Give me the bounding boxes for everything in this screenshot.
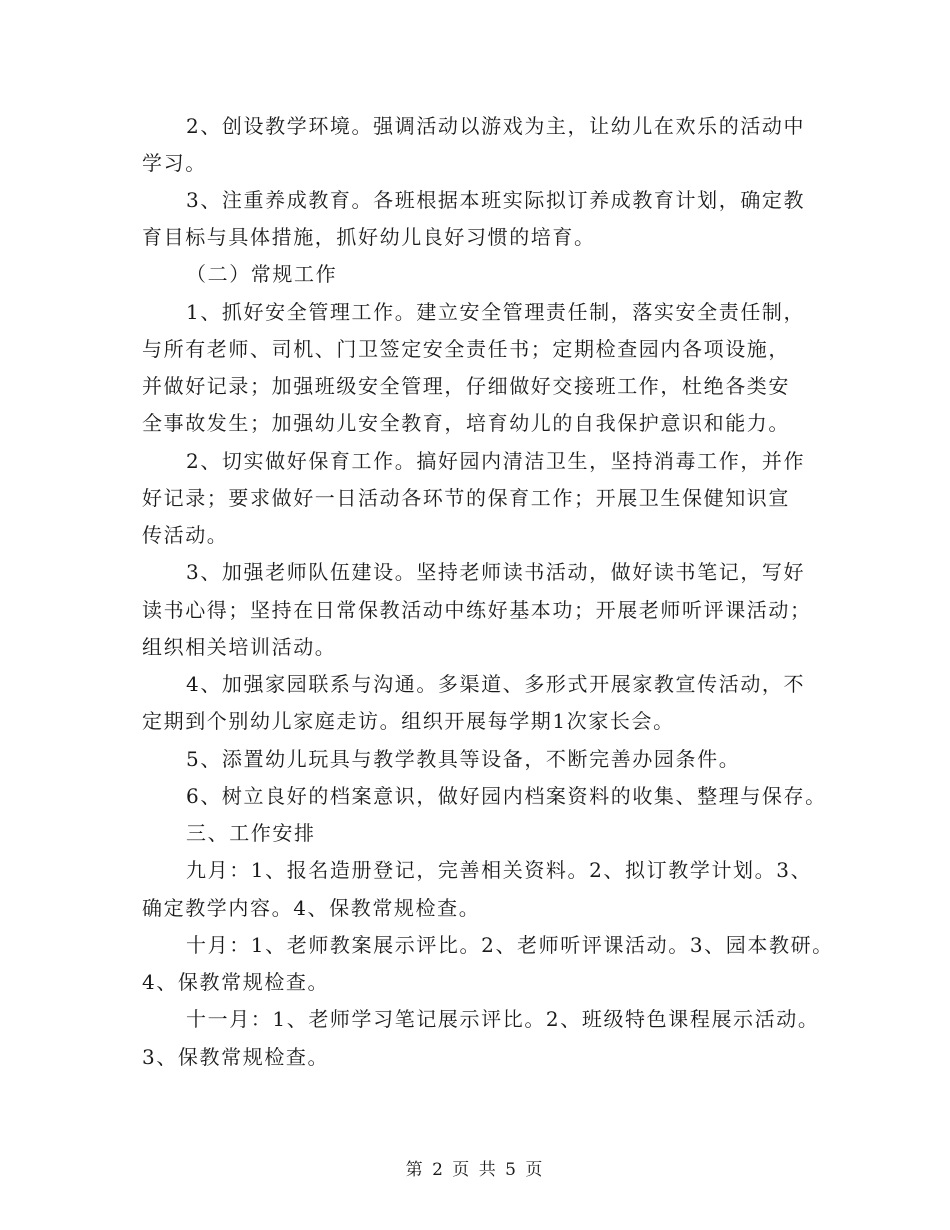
- paragraph-line: 学习。: [142, 151, 207, 175]
- paragraph-line: 组织相关培训活动。: [142, 635, 337, 659]
- paragraph-line: 与所有老师、司机、门卫签定安全责任书；定期检查园内各项设施，: [142, 337, 790, 361]
- paragraph-line: 十月：1、老师教案展示评比。2、老师听评课活动。3、园本教研。: [186, 933, 834, 957]
- paragraph-line: 1、抓好安全管理工作。建立安全管理责任制，落实安全责任制，: [186, 300, 806, 324]
- paragraph-line: 3、保教常规检查。: [142, 1045, 330, 1069]
- paragraph-line: 6、树立良好的档案意识，做好园内档案资料的收集、整理与保存。: [186, 784, 827, 808]
- section-heading: 三、工作安排: [186, 821, 316, 845]
- paragraph-line: 育目标与具体措施，抓好幼儿良好习惯的培育。: [142, 225, 596, 249]
- paragraph-line: 定期到个别幼儿家庭走访。组织开展每学期1次家长会。: [142, 709, 675, 733]
- section-heading: （二）常规工作: [186, 262, 338, 286]
- paragraph-line: 并做好记录；加强班级安全管理，仔细做好交接班工作，杜绝各类安: [142, 374, 790, 398]
- paragraph-line: 好记录；要求做好一日活动各环节的保育工作；开展卫生保健知识宣: [142, 486, 790, 510]
- paragraph-line: 4、加强家园联系与沟通。多渠道、多形式开展家教宣传活动，不: [186, 672, 806, 696]
- paragraph-line: 全事故发生；加强幼儿安全教育，培育幼儿的自我保护意识和能力。: [142, 411, 790, 435]
- paragraph-line: 5、添置幼儿玩具与教学教具等设备，不断完善办园条件。: [186, 747, 741, 771]
- paragraph-line: 九月：1、报名造册登记，完善相关资料。2、拟订教学计划。3、: [186, 858, 813, 882]
- paragraph-line: 传活动。: [142, 523, 229, 547]
- paragraph-line: 读书心得；坚持在日常保教活动中练好基本功；开展老师听评课活动；: [142, 598, 812, 622]
- paragraph-line: 确定教学内容。4、保教常规检查。: [142, 896, 481, 920]
- page-number-footer: 第 2 页 共 5 页: [405, 1160, 545, 1180]
- paragraph-line: 十一月：1、老师学习笔记展示评比。2、班级特色课程展示活动。: [186, 1007, 820, 1031]
- paragraph-line: 3、注重养成教育。各班根据本班实际拟订养成教育计划，确定教: [186, 188, 806, 212]
- paragraph-line: 2、创设教学环境。强调活动以游戏为主，让幼儿在欢乐的活动中: [186, 114, 806, 138]
- paragraph-line: 4、保教常规检查。: [142, 970, 330, 994]
- paragraph-line: 2、切实做好保育工作。搞好园内清洁卫生，坚持消毒工作，并作: [186, 449, 806, 473]
- paragraph-line: 3、加强老师队伍建设。坚持老师读书活动，做好读书笔记，写好: [186, 560, 806, 584]
